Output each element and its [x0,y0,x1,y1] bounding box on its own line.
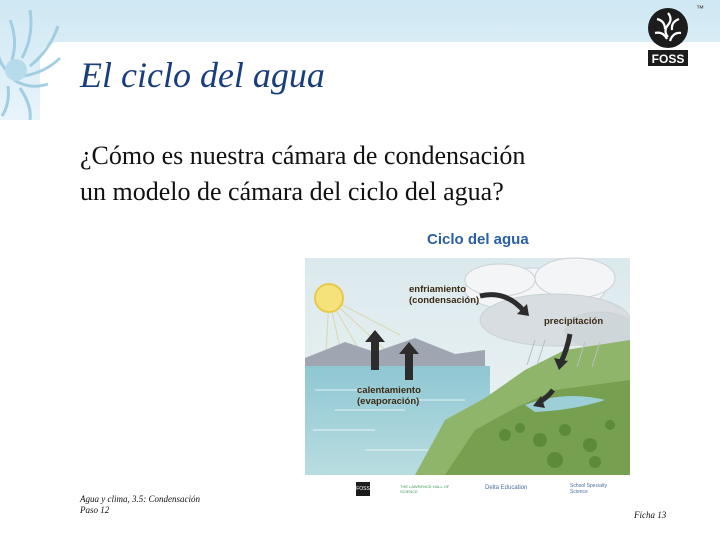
sponsor-logos [350,480,630,498]
water-cycle-illustration [305,230,630,475]
footer-sheet-number: Ficha 13 [634,510,667,520]
question-line-1: ¿Cómo es nuestra cámara de condensación [80,141,526,170]
sponsor-school-specialty: School Specialty Science [570,483,607,495]
sponsor-lawrence-hall: THE LAWRENCE HALL OF SCIENCE [400,484,450,494]
label-heating-line-2: (evaporación) [357,396,420,407]
label-heating [357,385,421,407]
label-precipitation: precipitación [544,316,604,327]
label-cooling-line-1: enfriamiento [409,284,467,295]
trademark-symbol: ™ [696,4,704,13]
footer-reference [80,494,200,516]
label-cooling [409,284,479,306]
label-heating-line-1: calentamiento [357,385,421,396]
diagram-title: Ciclo del agua [427,231,529,248]
sponsor-foss: FOSS [356,482,370,496]
footer-reference-line-1: Agua y clima, 3.5: Condensación [80,494,200,504]
question-text [80,138,700,210]
foss-logo-text: FOSS [651,52,685,66]
foss-logo [645,5,691,69]
sun-graphic [315,284,343,312]
label-cooling-line-2: (condensación) [409,295,480,306]
sponsor-delta-education: Delta Education [485,485,528,491]
slide-title: El ciclo del agua [80,55,325,95]
question-line-2: un modelo de cámara del ciclo del agua? [80,177,504,206]
footer-reference-line-2: Paso 12 [80,505,110,515]
